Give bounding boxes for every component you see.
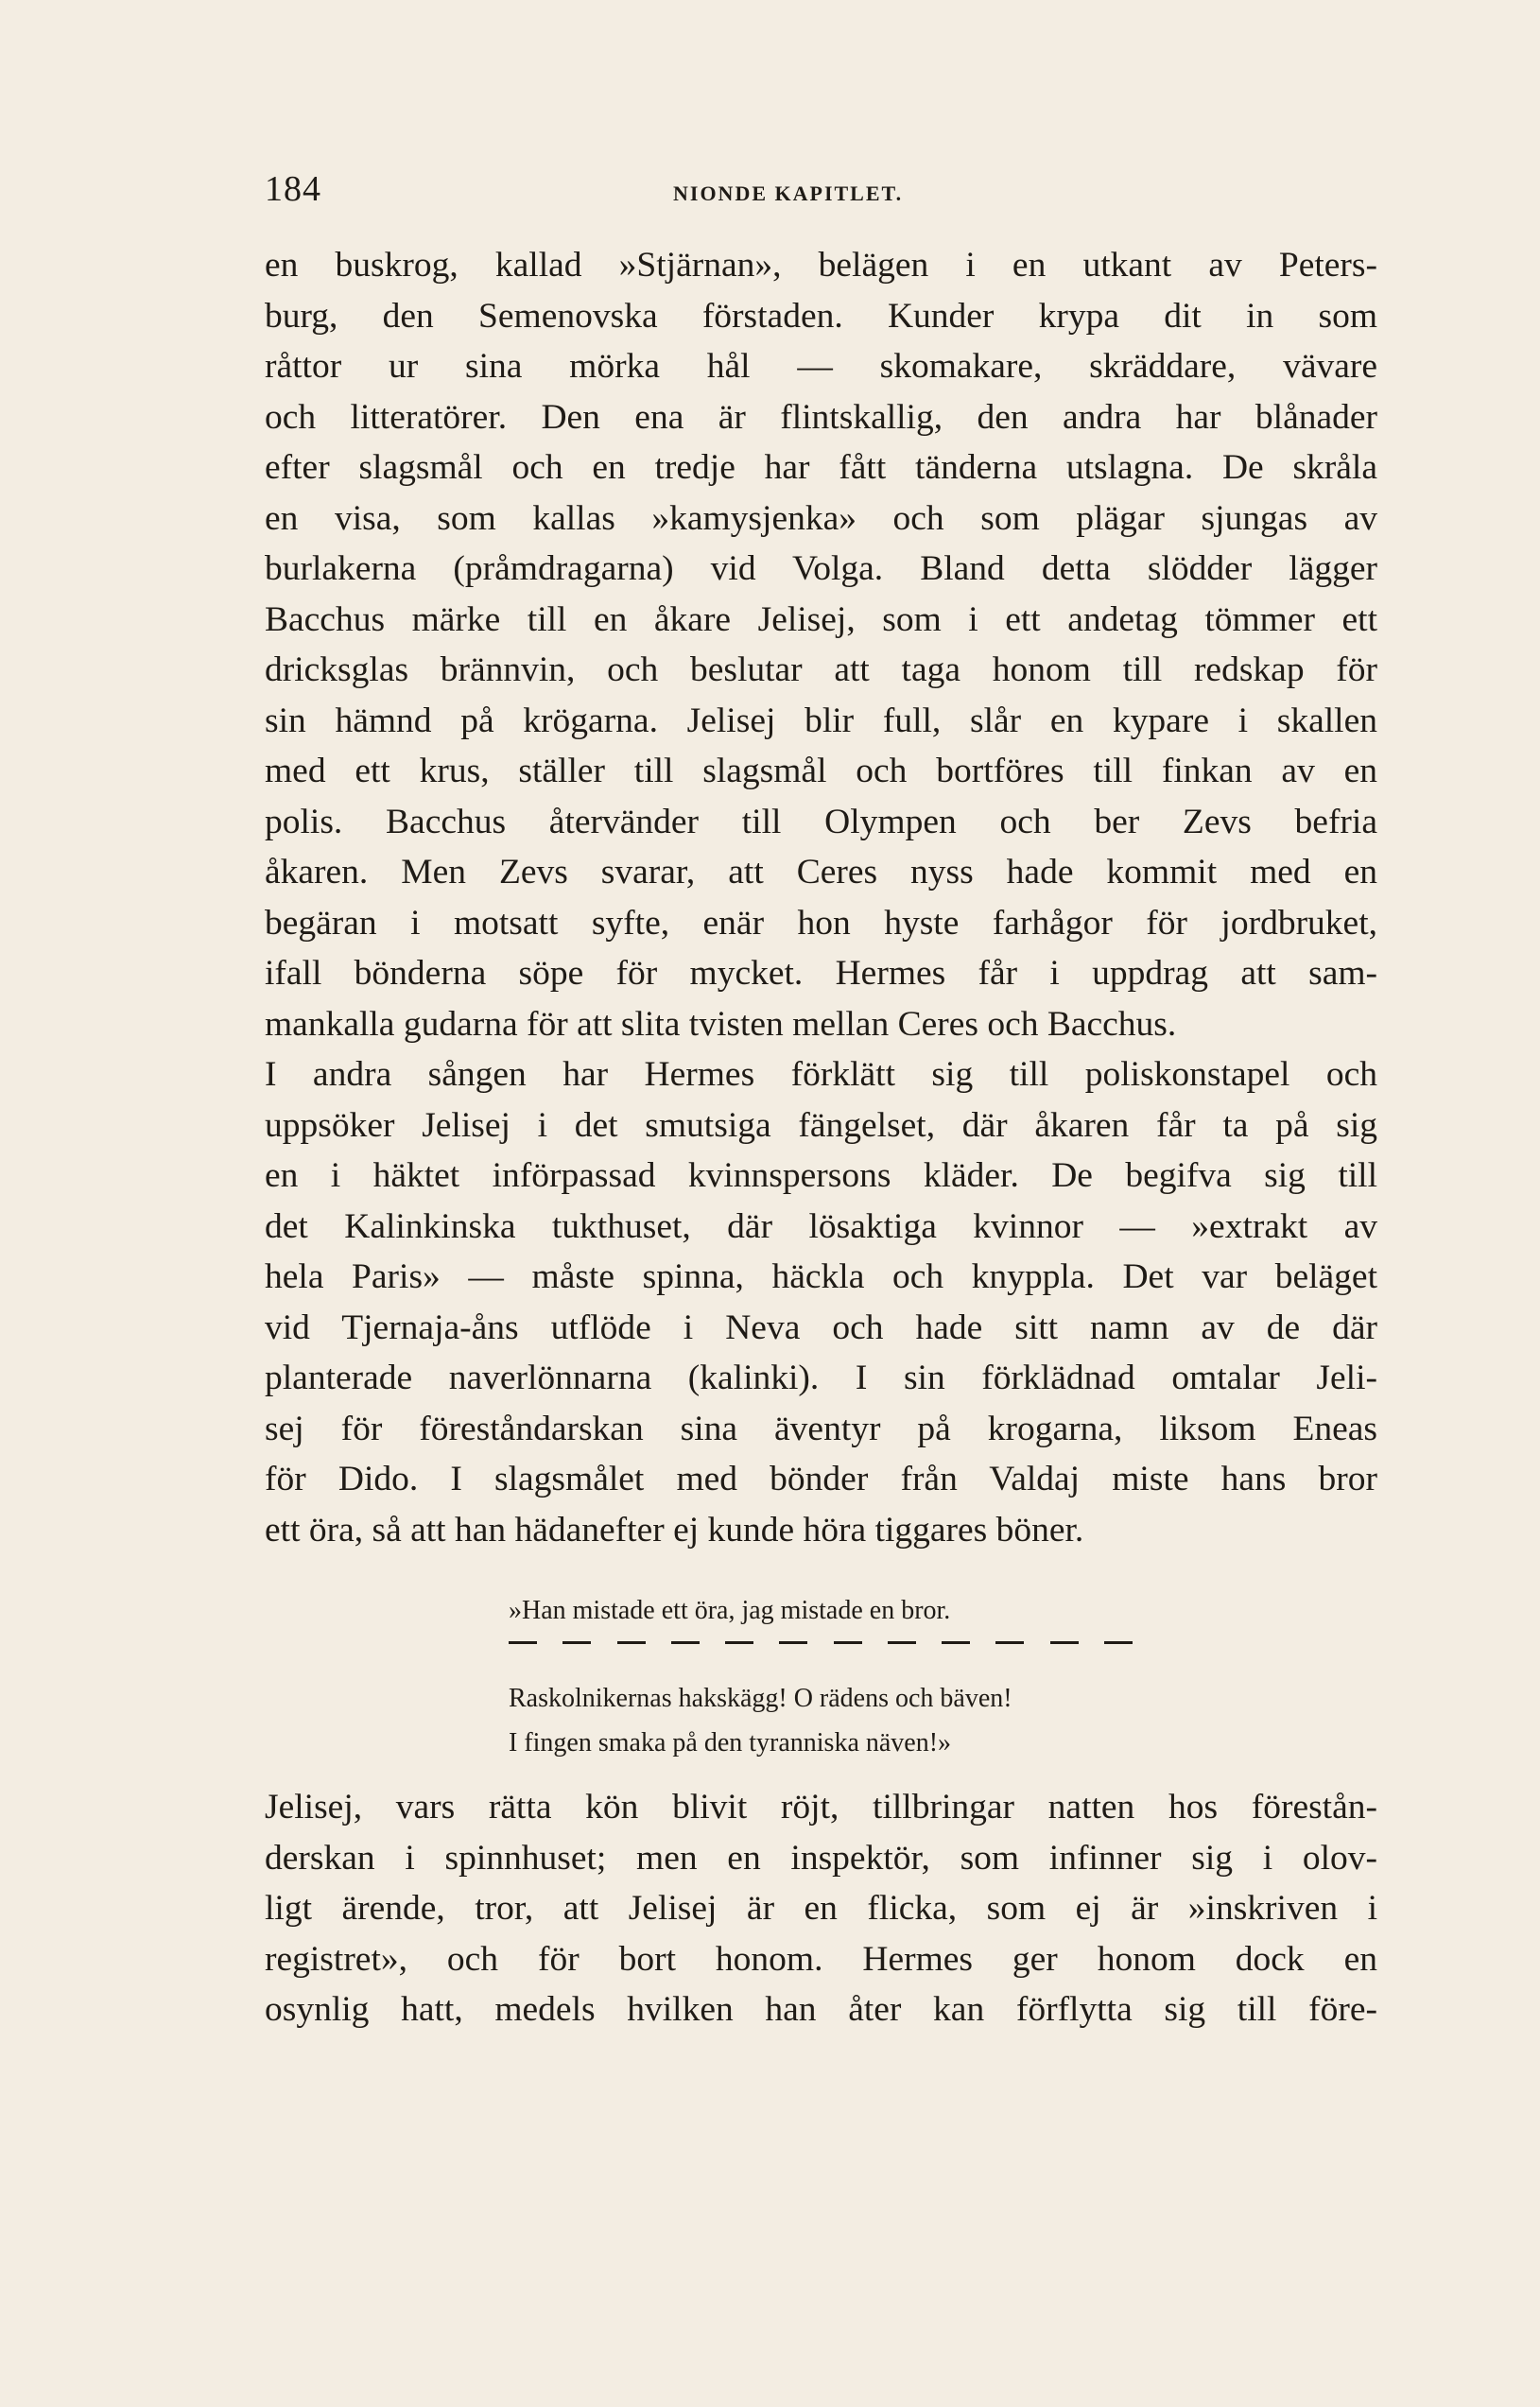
text-line: ligt ärende, tror, att Jelisej är en flicka, som ej är »inskriven i [265,1889,1377,1928]
text-line: sin hämnd på krögarna. Jelisej blir full, slår en kypare i skallen [265,701,1377,740]
text-line: planterade naverlönnarna (kalinki). I sin förklädnad omtalar Jeli- [265,1359,1377,1397]
page-header [265,168,1380,225]
text-line: polis. Bacchus återvänder till Olympen och ber Zevs befria [265,802,1377,841]
text-line: burlakerna (pråmdragarna) vid Volga. Bland detta slödder lägger [265,549,1377,588]
text-line: sej för föreståndarskan sina äventyr på krogarna, liksom Eneas [265,1409,1377,1448]
quote-ellipsis-divider [509,1641,1133,1645]
main-text-continued [265,1782,1377,2035]
page-number: 184 [265,169,321,209]
text-line: en i häktet införpassad kvinnspersons kläder. De begifva sig till [265,1156,1377,1195]
text-line: hela Paris» — måste spinna, häckla och knyppla. Det var beläget [265,1257,1377,1296]
text-line: Jelisej, vars rätta kön blivit röjt, tillbringar natten hos förestån- [265,1788,1377,1827]
text-line: dricksglas brännvin, och beslutar att taga honom till redskap för [265,650,1377,689]
text-line: och litteratörer. Den ena är flintskallig, den andra har blånader [265,397,1377,437]
quote-line: I fingen smaka på den tyranniska näven!» [509,1728,952,1758]
text-line: åkaren. Men Zevs svarar, att Ceres nyss hade kommit med en [265,853,1377,892]
text-line: en buskrog, kallad »Stjärnan», belägen i en utkant av Peters- [265,246,1377,285]
paragraph-3 [265,1782,1377,2035]
paragraph-1 [265,240,1377,1049]
text-line: burg, den Semenovska förstaden. Kunder krypa dit in som [265,296,1377,336]
text-line: vid Tjernaja-åns utflöde i Neva och hade sitt namn av de där [265,1307,1377,1347]
text-line: ifall bönderna söpe för mycket. Hermes får i uppdrag att sam- [265,954,1377,993]
quote-line: Raskolnikernas hakskägg! O rädens och bäven! [509,1684,1012,1713]
text-line: med ett krus, ställer till slagsmål och bortföres till finkan av en [265,752,1377,790]
text-line: registret», och för bort honom. Hermes ger honom dock en [265,1939,1377,1979]
text-line: uppsöker Jelisej i det smutsiga fängelset, där åkaren får ta på sig [265,1105,1377,1145]
text-line: begäran i motsatt syfte, enär hon hyste farhågor för jordbruket, [265,903,1377,943]
text-line: för Dido. I slagsmålet med bönder från Valdaj miste hans bror [265,1460,1377,1498]
paragraph-2 [265,1049,1377,1555]
text-line: efter slagsmål och en tredje har fått tänderna utslagna. De skråla [265,448,1377,487]
text-line: Bacchus märke till en åkare Jelisej, som i ett andetag tömmer ett [265,599,1377,639]
text-line: derskan i spinnhuset; men en inspektör, som infinner sig i olov- [265,1838,1377,1878]
text-line: råttor ur sina mörka hål — skomakare, skräddare, vävare [265,347,1377,386]
text-line: I andra sången har Hermes förklätt sig till poliskonstapel och [265,1055,1377,1094]
text-line: osynlig hatt, medels hvilken han åter kan förflytta sig till före- [265,1990,1377,2029]
text-line: det Kalinkinska tukthuset, där lösaktiga kvinnor — »extrakt av [265,1206,1377,1246]
quote-line: »Han mistade ett öra, jag mistade en bror. [509,1596,951,1625]
main-text [265,240,1377,1555]
text-line: en visa, som kallas »kamysjenka» och som plägar sjungas av [265,498,1377,538]
text-line: mankalla gudarna för att slita tvisten mellan Ceres och Bacchus. [265,1004,1177,1044]
running-head: NIONDE KAPITLET. [673,182,904,205]
text-line: ett öra, så att han hädanefter ej kunde höra tiggares böner. [265,1510,1084,1550]
